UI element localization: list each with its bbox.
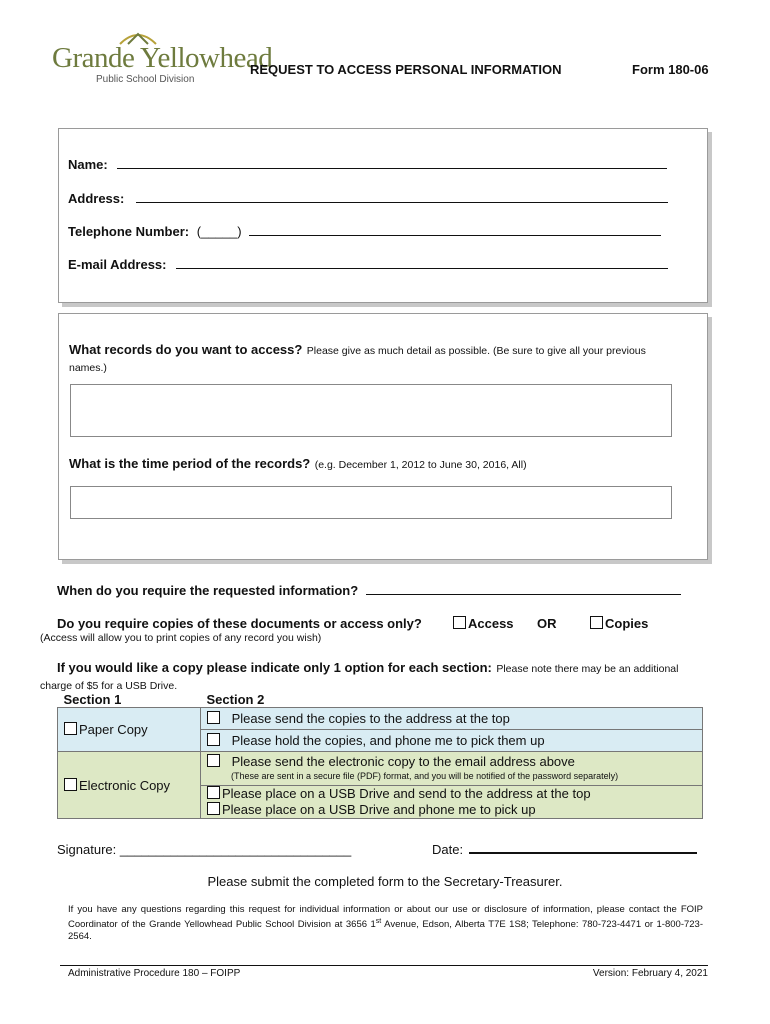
date-line[interactable] [469, 842, 697, 854]
access-label: Access [468, 616, 514, 631]
address-field[interactable] [68, 191, 668, 206]
submit-instruction: Please submit the completed form to the Secretary-Treasurer. [207, 874, 563, 889]
address-label: Address: [68, 191, 125, 206]
time-period-question-text: What is the time period of the records? [69, 456, 311, 471]
date-label: Date: [432, 842, 464, 857]
send-address-checkbox[interactable] [207, 711, 220, 724]
copies-access-question: Do you require copies of these documents or access only? [57, 616, 422, 631]
time-period-question [69, 455, 527, 473]
telephone-line[interactable] [249, 225, 661, 236]
when-line[interactable] [366, 584, 681, 595]
email-label: E-mail Address: [68, 257, 167, 272]
telephone-label: Telephone Number: [68, 224, 190, 239]
signature-field[interactable]: Signature: ________________________________ [57, 842, 352, 857]
copy-options-table [57, 692, 703, 819]
footer-version: Version: February 4, 2021 [592, 968, 708, 979]
form-number: Form 180-06 [632, 62, 709, 77]
date-field[interactable] [432, 842, 697, 857]
or-label: OR [537, 616, 557, 631]
when-field[interactable] [57, 583, 681, 598]
records-question-note: Please give as much detail as possible. (Be sure to give all your previous names.) [69, 345, 646, 374]
send-address-option[interactable] [201, 708, 703, 730]
footer-divider [60, 965, 708, 966]
hold-copies-label: Please hold the copies, and phone me to pick them up [231, 733, 545, 748]
access-note: (Access will allow you to print copies of any record you wish) [40, 632, 322, 644]
form-title: REQUEST TO ACCESS PERSONAL INFORMATION [250, 62, 562, 77]
table-row [58, 708, 703, 730]
table-header-row [58, 692, 703, 708]
send-email-note: (These are sent in a secure file (PDF) format, and you will be notified of the password separately) [231, 771, 619, 781]
usb-send-option[interactable] [207, 786, 702, 802]
send-email-option[interactable] [201, 752, 703, 786]
when-question: When do you require the requested information? [57, 583, 359, 598]
records-question-text: What records do you want to access? [69, 342, 303, 357]
hold-copies-option[interactable] [201, 730, 703, 752]
copy-options-heading [40, 660, 680, 694]
ordinal-suffix: st [375, 918, 382, 925]
time-period-input[interactable] [70, 486, 672, 519]
foip-contact-text: If you have any questions regarding this request for individual information or about our use or disclosure of information, please contact the FOIP Coordinator of the Grande Yellowhead Public School Division at 3656 1 [68, 904, 703, 931]
foip-contact-paragraph [68, 904, 703, 943]
copies-option[interactable] [590, 616, 648, 631]
usb-pickup-label: Please place on a USB Drive and phone me to pick up [222, 802, 536, 817]
usb-send-label: Please place on a USB Drive and send to the address at the top [222, 786, 591, 801]
usb-pickup-checkbox[interactable] [207, 802, 220, 815]
paper-copy-label: Paper Copy [79, 722, 148, 737]
usb-send-checkbox[interactable] [207, 786, 220, 799]
logo-subtitle: Public School Division [96, 74, 195, 85]
telephone-field[interactable] [68, 224, 661, 239]
name-field[interactable] [68, 157, 667, 172]
records-input[interactable] [70, 384, 672, 437]
address-line[interactable] [136, 192, 668, 203]
table-row [58, 752, 703, 786]
send-email-label: Please send the electronic copy to the email address above [231, 754, 575, 769]
records-question [69, 342, 669, 376]
access-option[interactable] [453, 616, 514, 631]
usb-options [201, 786, 703, 819]
send-email-checkbox[interactable] [207, 754, 220, 767]
electronic-copy-option[interactable] [58, 752, 201, 819]
access-checkbox[interactable] [453, 616, 466, 629]
name-label: Name: [68, 157, 108, 172]
telephone-area-code[interactable]: (_____) [196, 224, 242, 239]
section1-header: Section 1 [63, 692, 122, 707]
send-address-label: Please send the copies to the address at the top [231, 711, 510, 726]
foip-contact-text-end: Avenue, Edson, Alberta T7E 1S8; Telephone: 780-723-4471 or 1-800-723-2564. [68, 919, 703, 943]
electronic-copy-label: Electronic Copy [79, 777, 171, 793]
paper-copy-option[interactable] [58, 708, 201, 752]
copy-options-note: Please note there may be an additional charge of $5 for a USB Drive. [40, 663, 679, 692]
usb-pickup-option[interactable] [207, 802, 702, 818]
section2-header: Section 2 [206, 692, 265, 707]
copy-options-heading-text: If you would like a copy please indicate only 1 option for each section: [57, 660, 492, 675]
hold-copies-checkbox[interactable] [207, 733, 220, 746]
time-period-note: (e.g. December 1, 2012 to June 30, 2016, All) [314, 459, 527, 471]
email-line[interactable] [176, 258, 668, 269]
name-line[interactable] [117, 158, 667, 169]
copies-checkbox[interactable] [590, 616, 603, 629]
copies-label: Copies [605, 616, 649, 631]
paper-copy-checkbox[interactable] [64, 722, 77, 735]
footer-procedure: Administrative Procedure 180 – FOIPP [68, 968, 241, 979]
logo-text: Grande Yellowhead [52, 42, 273, 74]
email-field[interactable] [68, 257, 668, 272]
electronic-copy-checkbox[interactable] [64, 778, 77, 791]
contact-info-box [58, 128, 708, 303]
